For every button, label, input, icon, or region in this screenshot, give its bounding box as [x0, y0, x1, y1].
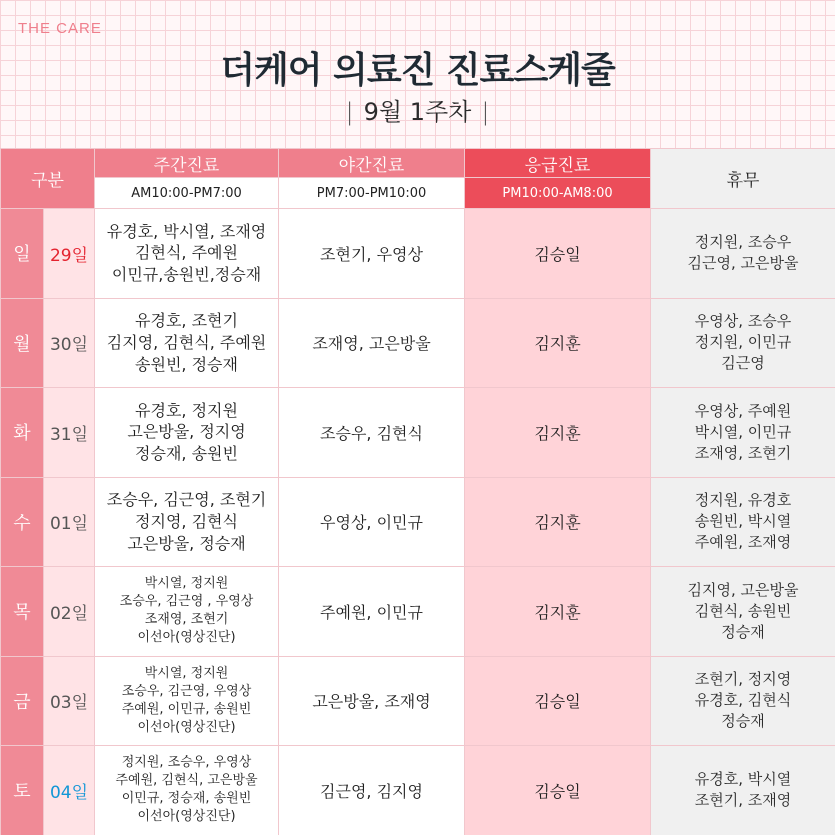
staff-line: 고은방울, 정지영	[127, 422, 246, 442]
staff-line: 김근영, 고은방울	[687, 254, 799, 273]
off-staff	[651, 567, 835, 657]
week-label: 9월 1주차	[363, 98, 472, 126]
schedule-row	[1, 298, 835, 388]
schedule-row	[1, 388, 835, 478]
night-shift-staff: 조승우, 김현식	[279, 388, 465, 478]
staff-line: 이민규, 정승재, 송원빈	[121, 791, 252, 807]
day-shift-staff	[95, 656, 279, 746]
staff-line: 정지원, 이민규	[694, 333, 792, 352]
schedule-row	[1, 567, 835, 657]
emergency-staff: 김지훈	[465, 477, 651, 567]
schedule-row	[1, 209, 835, 299]
header-day-shift: 주간진료	[95, 149, 279, 178]
staff-line: 우영상, 조승우	[694, 312, 792, 331]
schedule-body	[1, 209, 835, 835]
day-shift-staff	[95, 388, 279, 478]
schedule-row	[1, 746, 835, 835]
staff-line: 이선아(영상진단)	[137, 719, 236, 735]
night-shift-staff: 우영상, 이민규	[279, 477, 465, 567]
staff-line: 정지원, 조승우, 우영상	[121, 755, 252, 771]
staff-line: 정승재, 송원빈	[135, 444, 238, 464]
emergency-staff: 김지훈	[465, 388, 651, 478]
staff-line: 이민규,송원빈,정승재	[111, 265, 262, 285]
staff-line: 유경호, 조현기	[135, 311, 238, 331]
staff-line: 조재영, 조현기	[694, 443, 792, 462]
staff-line: 우영상, 주예원	[694, 401, 792, 420]
staff-line: 이선아(영상진단)	[137, 630, 236, 646]
date-cell: 30일	[44, 298, 95, 388]
date-cell: 03일	[44, 656, 95, 746]
weekday-cell: 수	[1, 477, 44, 567]
staff-line: 송원빈, 박시열	[694, 512, 792, 531]
staff-line: 정지원, 유경호	[694, 491, 792, 510]
staff-line: 주예원, 김현식, 고은방울	[115, 773, 258, 789]
day-shift-staff	[95, 209, 279, 299]
weekday-cell: 화	[1, 388, 44, 478]
off-staff	[651, 298, 835, 388]
staff-line: 주예원, 이민규, 송원빈	[121, 701, 252, 717]
off-staff	[651, 388, 835, 478]
staff-line: 김근영	[721, 354, 765, 373]
day-shift-staff	[95, 746, 279, 835]
night-shift-time: PM7:00-PM10:00	[279, 178, 465, 209]
staff-line: 유경호, 박시열, 조재영	[106, 221, 267, 241]
night-shift-staff: 조재영, 고은방울	[279, 298, 465, 388]
day-shift-time: AM10:00-PM7:00	[95, 178, 279, 209]
staff-line: 김지영, 김현식, 주예원	[106, 332, 267, 352]
off-staff	[651, 477, 835, 567]
staff-line: 정지원, 조승우	[694, 233, 792, 252]
staff-line: 김지영, 고은방울	[687, 580, 799, 599]
staff-line: 고은방울, 정승재	[127, 533, 246, 553]
weekday-cell: 금	[1, 656, 44, 746]
staff-line: 이선아(영상진단)	[137, 809, 236, 825]
staff-line: 김현식, 송원빈	[694, 601, 792, 620]
brand-logo: THE CARE	[18, 20, 102, 37]
date-cell: 04일	[44, 746, 95, 835]
date-cell: 02일	[44, 567, 95, 657]
off-staff	[651, 746, 835, 835]
page-title: 더케어 의료진 진료스케줄	[220, 50, 615, 91]
date-cell: 01일	[44, 477, 95, 567]
staff-line: 조승우, 김근영, 우영상	[121, 683, 252, 699]
staff-line: 조승우, 김근영, 조현기	[106, 490, 267, 510]
staff-line: 박시열, 정지원	[144, 665, 229, 681]
staff-line: 정승재	[721, 622, 765, 641]
emergency-staff: 김지훈	[465, 298, 651, 388]
weekday-cell: 월	[1, 298, 44, 388]
date-cell: 31일	[44, 388, 95, 478]
night-shift-staff: 조현기, 우영상	[279, 209, 465, 299]
staff-line: 김현식, 주예원	[135, 243, 238, 263]
staff-line: 정승재	[721, 712, 765, 731]
schedule-row	[1, 656, 835, 746]
staff-line: 유경호, 박시열	[694, 770, 792, 789]
staff-line: 박시열, 이민규	[694, 422, 792, 441]
staff-line: 유경호, 김현식	[694, 691, 792, 710]
staff-line: 주예원, 조재영	[694, 533, 792, 552]
weekday-cell: 일	[1, 209, 44, 299]
header-off: 휴무	[651, 149, 835, 209]
subtitle-divider-right: |	[481, 98, 490, 126]
staff-line: 조재영, 조현기	[144, 612, 229, 628]
header-emergency: 응급진료	[465, 149, 651, 178]
day-shift-staff	[95, 477, 279, 567]
subtitle-divider-left: |	[345, 98, 354, 126]
schedule-row	[1, 477, 835, 567]
emergency-staff: 김지훈	[465, 567, 651, 657]
off-staff	[651, 656, 835, 746]
off-staff	[651, 209, 835, 299]
date-cell: 29일	[44, 209, 95, 299]
emergency-staff: 김승일	[465, 746, 651, 835]
schedule-table	[0, 148, 835, 835]
emergency-staff: 김승일	[465, 656, 651, 746]
night-shift-staff: 김근영, 김지영	[279, 746, 465, 835]
emergency-time: PM10:00-AM8:00	[465, 178, 651, 209]
page-subtitle	[0, 92, 835, 127]
staff-line: 조승우, 김근영 , 우영상	[119, 594, 254, 610]
night-shift-staff: 주예원, 이민규	[279, 567, 465, 657]
emergency-staff: 김승일	[465, 209, 651, 299]
header-night-shift: 야간진료	[279, 149, 465, 178]
staff-line: 박시열, 정지원	[144, 576, 229, 592]
staff-line: 정지영, 김현식	[135, 511, 238, 531]
weekday-cell: 토	[1, 746, 44, 835]
weekday-cell: 목	[1, 567, 44, 657]
day-shift-staff	[95, 567, 279, 657]
staff-line: 조현기, 조재영	[694, 791, 792, 810]
staff-line: 송원빈, 정승재	[135, 354, 238, 374]
header-gubun: 구분	[1, 149, 95, 209]
staff-line: 유경호, 정지원	[135, 400, 238, 420]
day-shift-staff	[95, 298, 279, 388]
staff-line: 조현기, 정지영	[694, 670, 792, 689]
night-shift-staff: 고은방울, 조재영	[279, 656, 465, 746]
